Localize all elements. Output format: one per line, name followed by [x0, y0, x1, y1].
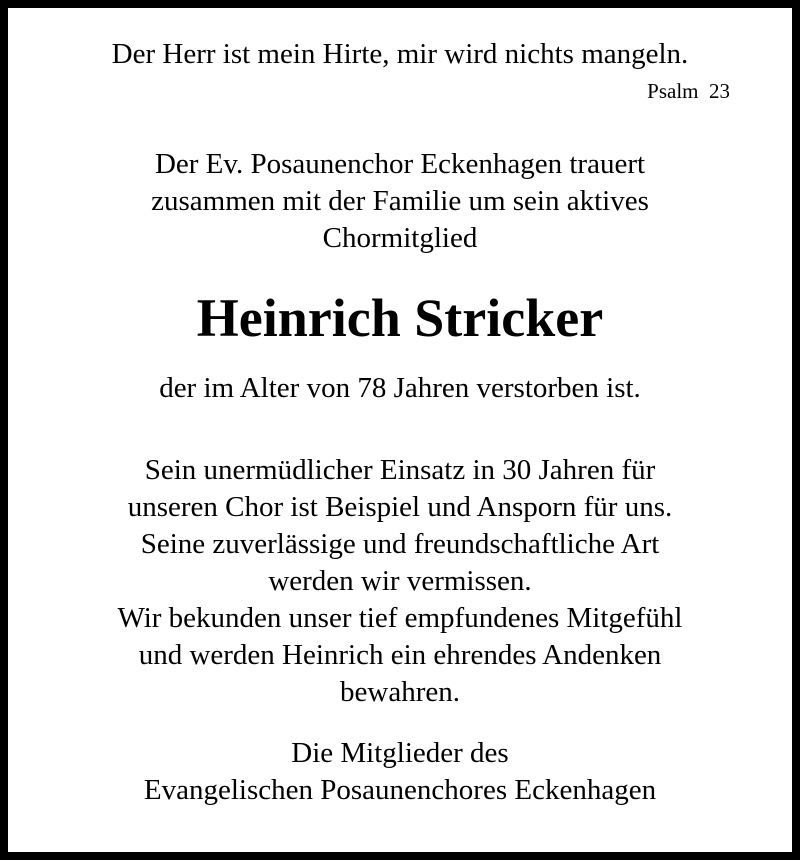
signature-line: Die Mitglieder des: [291, 737, 509, 769]
tribute-line: bewahren.: [340, 676, 460, 708]
tribute-line: Sein unermüdlicher Einsatz in 30 Jahren für: [144, 454, 656, 486]
bible-verse: Der Herr ist mein Hirte, mir wird nichts mangeln.: [111, 38, 689, 70]
intro-line: Chormitglied: [322, 222, 478, 254]
intro-line: Der Ev. Posaunenchor Eckenhagen trauert: [154, 148, 646, 180]
signature-line: Evangelischen Posaunenchores Eckenhagen: [143, 774, 657, 806]
deceased-name: Heinrich Stricker: [196, 288, 604, 348]
tribute-line: unseren Chor ist Beispiel und Ansporn für uns.: [127, 491, 673, 523]
tribute-line: werden wir vermissen.: [268, 565, 532, 597]
verse-reference: Psalm 23: [647, 79, 730, 103]
tribute-line: Seine zuverlässige und freundschaftliche Art: [140, 528, 660, 560]
age-statement: der im Alter von 78 Jahren verstorben ist.: [159, 372, 641, 404]
tribute-line: Wir bekunden unser tief empfundenes Mitgefühl: [117, 602, 683, 634]
intro-line: zusammen mit der Familie um sein aktives: [151, 185, 649, 217]
tribute-line: und werden Heinrich ein ehrendes Andenken: [138, 639, 662, 671]
